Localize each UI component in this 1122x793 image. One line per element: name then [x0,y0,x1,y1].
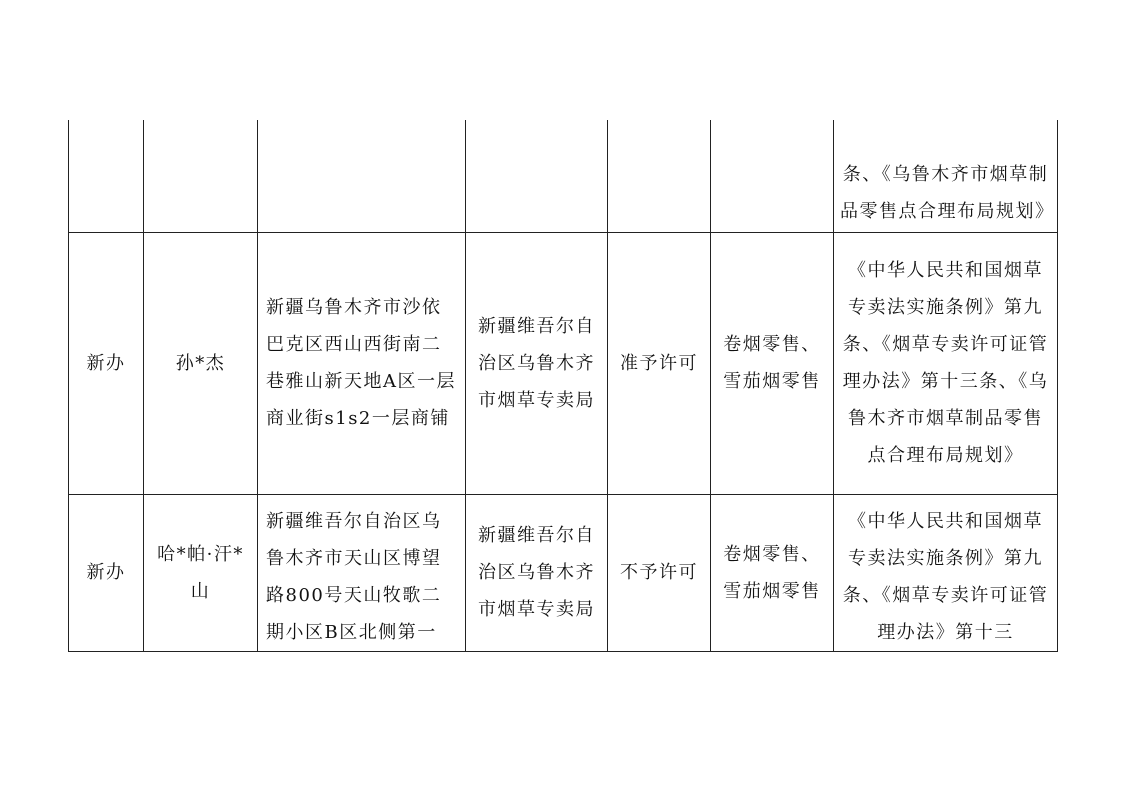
application-type-cell [69,120,144,232]
business-scope-cell: 卷烟零售、雪茄烟零售 [711,232,834,494]
business-scope-cell: 卷烟零售、雪茄烟零售 [711,494,834,651]
applicant-name-cell: 哈*帕·汗*山 [144,494,258,651]
decision-cell: 准予许可 [608,232,711,494]
legal-basis-cell [834,232,1058,494]
legal-basis-text: 《中华人民共和国烟草专卖法实施条例》第九条、《烟草专卖许可证管理办法》第十三 [842,510,1049,643]
application-type-cell: 新办 [69,494,144,651]
business-address-cell: 新疆维吾尔自治区乌鲁木齐市天山区博望路800号天山牧歌二期小区B区北侧第一 [258,494,466,651]
table-row [69,494,1058,651]
legal-basis-text: 《中华人民共和国烟草专卖法实施条例》第九条、《烟草专卖许可证管理办法》第十三条、《乌鲁木齐市烟草制品零售点合理布局规划》 [842,260,1049,466]
licensing-authority-cell [466,120,608,232]
business-address-cell [258,120,466,232]
application-type-cell: 新办 [69,232,144,494]
business-address-cell: 新疆乌鲁木齐市沙依巴克区西山西街南二巷雅山新天地A区一层商业街s1s2一层商铺 [258,232,466,494]
license-records-table [68,120,1058,652]
applicant-name-cell: 孙*杰 [144,232,258,494]
table-row [69,232,1058,494]
legal-basis-text: 条、《乌鲁木齐市烟草制品零售点合理布局规划》 [840,163,1055,222]
applicant-name-cell [144,120,258,232]
business-scope-cell [711,120,834,232]
table-row [69,120,1058,232]
decision-cell [608,120,711,232]
legal-basis-cell [834,120,1058,232]
licensing-authority-cell: 新疆维吾尔自治区乌鲁木齐市烟草专卖局 [466,494,608,651]
decision-cell: 不予许可 [608,494,711,651]
legal-basis-cell [834,494,1058,651]
licensing-authority-cell: 新疆维吾尔自治区乌鲁木齐市烟草专卖局 [466,232,608,494]
